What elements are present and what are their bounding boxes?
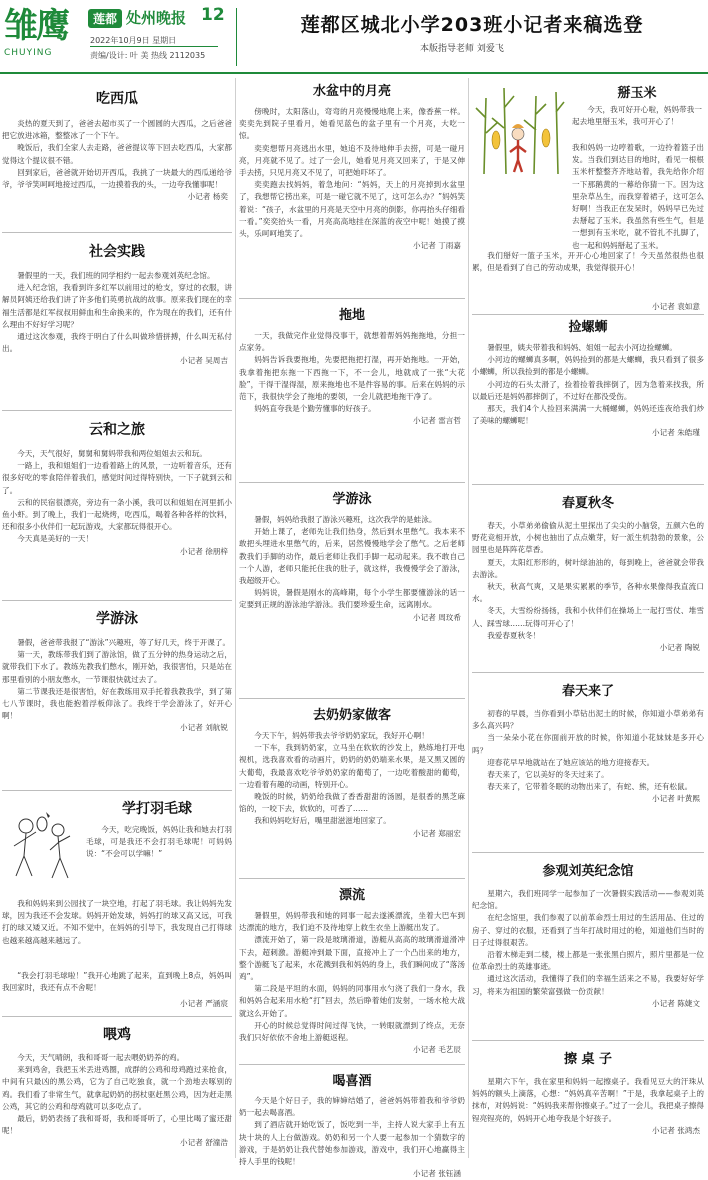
article-wedding-banquet xyxy=(239,1070,465,1180)
article-paragraph: 今天是个好日子，我的婶婶结婚了，爸爸妈妈带着我和爷爷奶奶一起去喝喜酒。 xyxy=(239,1096,465,1118)
article-paragraph: 妈妈说，暑假是刚水的高峰期，每个小学生都要懂游泳的话一定要到正规的游泳池学游泳。我们要珍爱生命，远离刚水。 xyxy=(239,588,465,610)
paper-name: 处州晚报 xyxy=(126,9,187,27)
reporter-byline: 小记者 袁如意 xyxy=(652,302,700,311)
article-paragraph: 沿着木梯走到二楼，楼上都是一张张黑白照片，照片里都是一位位革命烈士的英雄事迹。 xyxy=(472,950,704,972)
article-badminton xyxy=(2,798,232,1058)
reporter-byline: 小记者 杨奕 xyxy=(187,192,228,202)
article-paragraph: 一路上，我和姐姐们一边看着路上的风景，一边听着音乐，还有很多好吃的零食陪伴着我们，感觉时间过得特别快，一下子就到云和了。 xyxy=(2,461,232,495)
article-paragraph: 晚饭的时候，奶奶给我做了香香甜甜的汤圆，是很香的黑芝麻馅的，一咬下去，软软的，可香了…… xyxy=(239,792,465,814)
article-paragraph: 暑假，妈妈给我报了游泳兴趣班，这次我学的是蛙泳。 xyxy=(254,515,437,524)
article-divider xyxy=(2,232,232,233)
article-title: 漂流 xyxy=(338,888,365,903)
article-title: 水盆中的月亮 xyxy=(312,84,391,99)
article-paragraph: 暑假里的一天，我们班的同学相约一起去参观刘英纪念馆。 xyxy=(17,271,215,280)
reporter-byline: 小记者 徐朋梓 xyxy=(180,546,228,556)
article-paragraph: 冬天，大雪纷纷扬扬，我和小伙伴们在操场上一起打雪仗、堆雪人、踩雪球……玩得可开心了！ xyxy=(472,606,704,628)
reporter-byline: 小记者 陈婕文 xyxy=(652,998,700,1008)
reporter-byline: 小记者 周玟希 xyxy=(413,612,461,622)
reporter-byline: 小记者 雷言哲 xyxy=(413,416,461,426)
article-paragraph: 我和妈妈吃好后，嘴里甜滋滋地回家了。 xyxy=(254,816,391,826)
article-title: 学打羽毛球 xyxy=(122,801,192,817)
article-paragraph: 小河边的螺蛳真多啊，妈妈捡到的都是大螺蛳，我只看到了很多小螺蛳，所以我捡到的都是小螺蛳。 xyxy=(472,355,704,377)
article-learn-swimming xyxy=(2,608,232,734)
advisor-line: 本版指导老师 刘爱飞 xyxy=(420,44,504,54)
article-title: 社会实践 xyxy=(89,244,145,260)
article-paragraph: 暑假里，妈妈带我和她的同事一起去遂溪漂流，坐着大巴车到达漂流的地方，我们迫不及待地穿上救生衣坐上游艇出发了。 xyxy=(239,911,465,933)
article-title: 去奶奶家做客 xyxy=(312,708,391,723)
article-divider xyxy=(2,600,232,601)
article-rafting xyxy=(239,884,465,1056)
article-paragraph: 第二节课我还是很害怕，好在教练用双手托着我教我学，到了第七八节课时，我也能抱着浮板仰泳了。我终于学会游泳了，好开心啊！ xyxy=(2,686,232,721)
article-paragraph: 云和的民宿很漂亮，旁边有一条小溪，我可以和姐姐在河里抓小鱼小虾。到了晚上，我们一起烧烤，吃西瓜，喝着各种各样的饮料，还和很多小伙伴们一起玩游戏，大家都玩得很开心。 xyxy=(2,497,232,532)
article-paragraph: 漂流开始了，第一段是玻璃滑道，游艇从高高的玻璃滑道滑冲下去，超刺激。游艇冲到最下面，直接冲上了一个凸出来的地方，整个游艇飞了起来，水花溅到我和妈妈的身上，我们瞬间成了“落汤鸡”。 xyxy=(239,935,465,982)
issue-date: 2022年10月9日 星期日 xyxy=(90,36,177,45)
article-divider xyxy=(472,1040,704,1041)
article-spring-comes xyxy=(472,680,704,805)
article-feed-chickens xyxy=(2,1024,232,1149)
article-paragraph: 在纪念馆里，我们参观了以前革命烈士用过的生活用品、住过的房子、穿过的衣服，还看到了当年打战时用过的枪，知道他们当时的日子过得很艰苦。 xyxy=(472,913,704,947)
article-paragraph: 通过这次活动，我懂得了我们的幸福生活来之不易，我要好好学习，将来为祖国的繁荣富强做一份贡献！ xyxy=(472,974,704,996)
article-title: 吃西瓜 xyxy=(96,91,138,107)
article-yunhe-trip xyxy=(2,419,232,558)
article-paragraph: 奕奕想帮月亮逃出水里，她追不及待地伸手去捞，可是一碰月亮，月亮就不见了。过了一会儿，她看见月亮又回来了，于是又伸手去捞，只见月亮又不见了，可把她吓坏了。 xyxy=(239,143,465,178)
article-paragraph: 第一天，教练带我们到了游泳馆，做了五分钟的热身运动之后，就带我们下水了。教练先教我们憋水，刚开始，我很害怕，只是站在那里看别的小朋友憋水，一节课很快就过去了。 xyxy=(2,650,232,684)
article-paragraph: 今天真是美好的一天！ xyxy=(17,534,94,544)
article-divider xyxy=(239,698,465,699)
article-paragraph: 春天来了，它带着冬眠的动物出来了，有蛇、熊，还有松鼠。 xyxy=(487,782,693,792)
article-paragraph: 回到家后，爸爸就开始切开西瓜，我挑了一块最大的西瓜递给爷爷，爷爷笑呵呵地接过西瓜，一边摸着我的头，一边夸我懂事呢！ xyxy=(2,167,232,190)
reporter-byline: 小记者 朱皓瑾 xyxy=(652,428,700,438)
article-title: 喂鸡 xyxy=(103,1027,131,1043)
article-moon-in-basin xyxy=(239,80,465,252)
reporter-byline: 小记者 严涵宸 xyxy=(180,999,228,1008)
column-divider xyxy=(468,78,469,1158)
article-paragraph: 最后，奶奶表扬了我和哥哥，我和哥哥听了，心里比喝了蜜还甜呢！ xyxy=(2,1114,232,1136)
page-title: 莲都区城北小学203班小记者来稿选登 xyxy=(300,14,644,36)
article-title: 春夏秋冬 xyxy=(561,496,614,511)
article-pick-corn xyxy=(472,78,704,318)
article-paragraph: 第二段是平坦的水面，妈妈的同事用水勺浇了我们一身水，我和妈妈合起来用水枪“打”回去，然后睁着她们发射，一场水枪大战就这么开始了。 xyxy=(239,984,465,1018)
article-divider xyxy=(472,314,704,315)
article-title: 捡螺蛳 xyxy=(568,320,608,335)
reporter-byline: 小记者 张鸿杰 xyxy=(652,1125,700,1135)
editor-line: 责编/设计: 叶 美 热线 2112035 xyxy=(90,51,206,60)
article-paragraph: 今天，吃完晚饭，妈妈让我和她去打羽毛球，可是我还不会打羽毛球呢！可妈妈说：“不会可以学嘛！” xyxy=(86,825,232,859)
article-paragraph: 夏天，太阳红形形的，树叶绿油油的，每到晚上，爸爸就会带我去游泳。 xyxy=(472,557,704,579)
masthead xyxy=(0,0,708,76)
article-paragraph: 开始上课了，老师先让我们热身，然后到水里憋气。我本来不敢把头埋进水里憋气的，后来，居然慢慢地学会了憋气。之后老师教我们手脚的动作，最后老师让我们手脚一起动起来。我不敢自己一个人游，老师只能托住我的肚子，就这样，我慢慢学会了游泳，我超级开心。 xyxy=(239,527,465,586)
article-paragraph: 到了酒店就开始吃饭了，饭吃到一半，主持人说大家手上有五块十块的人上台做游戏。奶奶和另一个人要一起参加一个猜数字的游戏，于是奶奶让我代替她参加游戏，游戏中，我们开心地赢得主持人手里的钱呢！ xyxy=(239,1120,465,1167)
article-title: 学游泳 xyxy=(332,492,372,507)
article-title: 参观刘英纪念馆 xyxy=(542,864,634,879)
reporter-byline: 小记者 丁雨嘉 xyxy=(413,241,461,251)
masthead-divider xyxy=(236,8,237,66)
article-divider xyxy=(239,482,465,483)
article-paragraph: 秋天，秋高气爽，又是果实累累的季节，各种水果像得我直流口水。 xyxy=(472,582,704,604)
article-paragraph: 我和妈妈一边哼着歌，一边拎着篮子出发。当我们到达目的地时，看见一根根玉米杆整整齐齐地站着，我先给你介绍一下那鹅黄的一幕给你猜一下。因为这里杂草丛生，而我穿着裙子，这可怎么好啊！当我正在发呆时，妈妈早已先过去掰起了玉米。我虽然有些生气，但是一想到有玉米吃，就不管扎不扎脚了，也一起和妈妈掰起了玉米。 xyxy=(572,143,704,250)
article-divider xyxy=(472,852,704,853)
article-pick-snails xyxy=(472,316,704,439)
article-paragraph: 小河边的石头太滑了，捡着捡着我摔倒了，因为急着来找我，所以最后还是妈妈都摔倒了，不过好在都没受伤。 xyxy=(472,379,704,401)
reporter-byline: 小记者 刘航锐 xyxy=(180,723,228,733)
article-divider xyxy=(472,484,704,485)
logo-text: 雏鹰 xyxy=(4,6,68,46)
article-paragraph: 春天，小草弟弟偷偷从泥土里探出了尖尖的小脑袋，五颜六色的野花竞相开放，小树也抽出了点点嫩芽，好一派生机勃勃的景象，公园里也是阵阵花草香。 xyxy=(472,521,704,555)
article-divider xyxy=(239,878,465,879)
article-paragraph: 进入纪念馆，我看到许多红军以前用过的枪支，穿过的衣服，讲解员阿姨还给我们讲了许多他们英勇抗战的故事。原来我们现在的幸福生活都是红军叔叔用鲜血和生命换来的，作为现在的我们，还有什么理由不好好学习呢？ xyxy=(2,283,232,329)
article-paragraph: 星期六下午，我在家里和妈妈一起擦桌子。我看见豆大的汗珠从妈妈的额头上滴落，心想：“妈妈真辛苦啊！”于是，我拿起桌子上的抹布，对妈妈说：“妈妈我来帮你擦桌子。”过了一会儿，我把桌子擦得锃亮锃亮的，妈妈开心地夸我是个好孩子。 xyxy=(472,1077,704,1123)
article-title: 云和之旅 xyxy=(89,422,145,438)
article-paragraph: 我们掰好一篮子玉米，开开心心地回家了！今天虽然很热也很累，但是看到了自己的劳动成果，我觉得很开心！ xyxy=(472,251,704,273)
article-paragraph: 暑假里，姨夫带着我和妈妈、姐姐一起去小河边捡螺蛳。 xyxy=(487,343,678,352)
badminton-illustration xyxy=(6,806,78,888)
logo xyxy=(4,4,90,70)
article-paragraph: 我和妈妈来到公园找了一块空地，打起了羽毛球。我让妈妈先发球，因为我还不会发球。妈妈开始发球，妈妈打的球又高又远，可我打的球又矮又近。不知不觉中，在妈妈的引导下，我发现自己打得球也越来越高越来越远了。 xyxy=(2,899,232,945)
article-paragraph: 当一朵朵小花在你面前开放的时候，你知道小花妹妹是多开心吗？ xyxy=(472,733,704,755)
reporter-byline: 小记者 陶锐 xyxy=(659,643,700,653)
reporter-byline: 小记者 吴周吉 xyxy=(180,356,228,366)
article-paragraph: 迎春花早早地就站在了她应该站的地方迎接春天。 xyxy=(487,757,655,767)
article-memorial-visit xyxy=(472,860,704,1010)
article-divider xyxy=(239,298,465,299)
masthead-rule xyxy=(90,46,218,47)
article-paragraph: 今天，天气很好，舅舅和舅妈带我和两位姐姐去云和玩。 xyxy=(17,449,208,458)
logo-pinyin: CHUYING xyxy=(4,48,53,58)
article-paragraph: 妈妈告诉我要拖地，先要把拖把打湿，再开始拖地。一开始，我拿着拖把东拖一下西拖一下，不一会儿，地就成了一张“大花脸”，干得干湿得湿，原来拖地也不是件容易的事。后来在妈妈的示范下，我很快学会了拖地的要领，一会儿就把地拖干净了。 xyxy=(239,355,465,402)
article-paragraph: 奕奕跑去找妈妈，着急地问：“妈妈，天上的月亮掉到水盆里了，我想帮它捞出来，可是一碰它就不见了，这可怎么办？”妈妈笑着说：“孩子，水盆里的月亮是天空中月亮的倒影，你再抬头仔细看一看。”奕奕抬头一看，月亮高高地挂在深蓝的夜空中呢！她摸了摸头，乐呵呵地笑了。 xyxy=(239,180,465,239)
reporter-byline: 小记者 毛艺辰 xyxy=(413,1045,461,1055)
article-four-seasons xyxy=(472,492,704,654)
article-mop-floor xyxy=(239,304,465,427)
article-eat-watermelon xyxy=(2,88,232,203)
article-paragraph: 傍晚时，太阳落山，弯弯的月亮慢慢地爬上来，像香蕉一样。奕奕先到院子里看月，她看见蓝色的盆子里有一个月亮，大吃一惊。 xyxy=(239,107,465,141)
article-paragraph: 开心的时候总觉得时间过得飞快，一转眼就漂到了终点，无奈我们只好依依不舍地上游艇返程。 xyxy=(239,1020,465,1043)
reporter-byline: 小记者 郑丽宏 xyxy=(413,828,461,838)
article-paragraph: “我会打羽毛球啦！”我开心地跳了起来，直到晚上8点，妈妈叫我回家时，我还有点不舍呢！ xyxy=(2,971,232,993)
article-title: 拖地 xyxy=(338,308,365,323)
article-paragraph: 今天下午，妈妈带我去爷爷奶奶家玩，我好开心啊！ xyxy=(254,731,429,740)
article-paragraph: 我爱春夏秋冬！ xyxy=(487,630,541,640)
article-paragraph: 今天，我可好开心啦，妈妈带我一起去地里掰玉米，我可开心了！ xyxy=(572,105,702,127)
article-paragraph: 暑假，爸爸带我报了“游泳”兴趣班，等了好几天，终于开课了。 xyxy=(17,638,231,647)
article-divider xyxy=(2,1016,232,1017)
article-social-practice xyxy=(2,241,232,367)
article-paragraph: 今天，天气晴朗，我和哥哥一起去喂奶奶养的鸡。 xyxy=(17,1053,185,1062)
article-visit-grandma xyxy=(239,704,465,840)
article-title: 擦 桌 子 xyxy=(563,1052,613,1067)
article-divider xyxy=(2,790,232,791)
article-wipe-table xyxy=(472,1048,704,1137)
article-title: 春天来了 xyxy=(561,684,614,699)
reporter-byline: 小记者 舒潼浩 xyxy=(180,1138,228,1148)
article-divider xyxy=(239,1064,465,1065)
article-title: 学游泳 xyxy=(96,611,138,627)
reporter-byline: 小记者 叶黄熙 xyxy=(652,794,700,804)
article-paragraph: 一下车，我到奶奶家，立马坐在软软的沙发上，熟练地打开电视机，选我喜欢看的动画片，奶奶的奶奶端来水果，是又黑又圆的大葡萄，我最喜欢吃爷爷奶奶家的葡萄了，一边吃着酸甜的葡萄，一边看着有趣的动画，特别开心。 xyxy=(239,743,465,789)
district-tag: 莲都 xyxy=(88,9,122,28)
article-title: 掰玉米 xyxy=(617,86,657,101)
article-paragraph: 春天来了，它以美好的冬天过来了。 xyxy=(487,770,609,780)
top-rule xyxy=(0,72,708,74)
article-paragraph: 妈妈直夸我是个勤劳懂事的好孩子。 xyxy=(254,404,376,414)
article-paragraph: 通过这次参观，我终于明白了什么叫做珍惜拼搏，什么叫无私付出。 xyxy=(2,332,232,354)
article-paragraph: 炎热的夏天到了，爸爸去超市买了一个圆圆的大西瓜，之后爸爸把它放进冰箱，整整冰了一个下午。 xyxy=(2,119,232,141)
article-divider xyxy=(472,672,704,673)
article-paragraph: 晚饭后，我们全家人去走路，爸爸提议等下回去吃西瓜，大家都觉得这个提议很不错。 xyxy=(2,143,232,165)
article-paragraph: 来到鸡舍，我把玉米丢进鸡圈，成群的公鸡和母鸡跑过来抢食，中间有只最凶的黑公鸡，它为了自己吃独食，就一个劲地去啄别的鸡。我们看了非常生气，就拿起奶奶的拐杖驱赶黑公鸡，因为赶走黑公鸡，其它的公鸡和母鸡就可以多吃点了。 xyxy=(2,1065,232,1111)
article-divider xyxy=(2,410,232,411)
article-paragraph: 星期六，我们班同学一起参加了一次暑假实践活动——参观刘英纪念馆。 xyxy=(472,889,704,911)
column-divider xyxy=(235,78,236,1158)
reporter-byline: 小记者 张钰涵 xyxy=(413,1169,461,1179)
article-learn-swimming-2 xyxy=(239,488,465,624)
article-title: 喝喜酒 xyxy=(332,1074,372,1089)
article-paragraph: 初春的早晨，当你看到小草钻出泥土的时候，你知道小草弟弟有多么高兴吗？ xyxy=(472,709,704,731)
page-number: 12 xyxy=(201,5,225,25)
article-paragraph: 一天，我做完作业觉得没事干，就想着帮妈妈拖拖地，分担一点家务。 xyxy=(239,331,465,353)
article-paragraph: 那天，我们4个人捡回来满满一大桶螺蛳，妈妈还连夜给我们炒了美味的螺蛳呢！ xyxy=(472,404,704,426)
